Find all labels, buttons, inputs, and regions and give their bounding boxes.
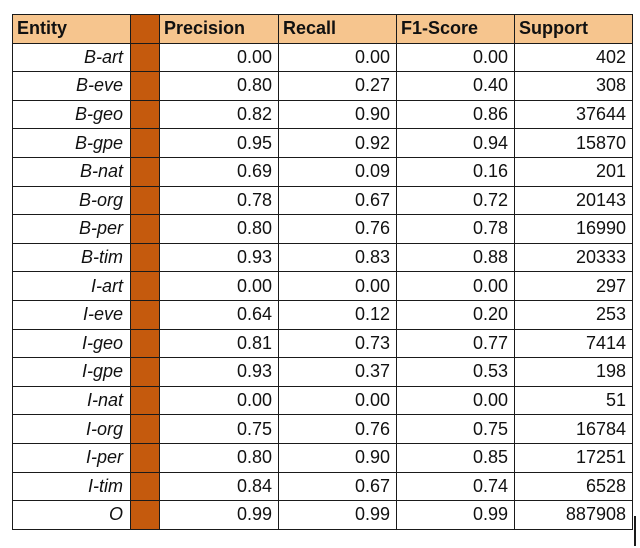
spacer-cell[interactable]	[131, 501, 160, 530]
support-cell[interactable]: 6528	[515, 472, 633, 501]
spacer-cell[interactable]	[131, 72, 160, 101]
f1-cell[interactable]: 0.85	[397, 443, 515, 472]
f1-cell[interactable]: 0.99	[397, 501, 515, 530]
spacer-cell[interactable]	[131, 386, 160, 415]
support-cell[interactable]: 15870	[515, 129, 633, 158]
f1-cell[interactable]: 0.16	[397, 157, 515, 186]
header-f1-score[interactable]: F1-Score	[397, 15, 515, 44]
table-row	[13, 415, 633, 444]
precision-cell[interactable]: 0.00	[160, 386, 279, 415]
recall-cell[interactable]: 0.00	[279, 386, 397, 415]
precision-cell[interactable]: 0.75	[160, 415, 279, 444]
entity-cell[interactable]: B-art	[13, 43, 131, 72]
precision-cell[interactable]: 0.82	[160, 100, 279, 129]
table-row	[13, 186, 633, 215]
entity-cell[interactable]: I-art	[13, 272, 131, 301]
f1-cell[interactable]: 0.00	[397, 272, 515, 301]
f1-cell[interactable]: 0.94	[397, 129, 515, 158]
f1-cell[interactable]: 0.40	[397, 72, 515, 101]
precision-cell[interactable]: 0.80	[160, 72, 279, 101]
classification-report-table	[12, 14, 633, 530]
table-row	[13, 443, 633, 472]
table-row	[13, 157, 633, 186]
entity-cell[interactable]: B-eve	[13, 72, 131, 101]
table-row	[13, 129, 633, 158]
f1-cell[interactable]: 0.75	[397, 415, 515, 444]
cell-cursor-edge	[634, 516, 636, 546]
precision-cell[interactable]: 0.64	[160, 300, 279, 329]
f1-cell[interactable]: 0.88	[397, 243, 515, 272]
table-row	[13, 215, 633, 244]
support-cell[interactable]: 20143	[515, 186, 633, 215]
support-cell[interactable]: 16784	[515, 415, 633, 444]
support-cell[interactable]: 198	[515, 358, 633, 387]
f1-cell[interactable]: 0.53	[397, 358, 515, 387]
support-cell[interactable]: 297	[515, 272, 633, 301]
table-row	[13, 300, 633, 329]
table-row	[13, 72, 633, 101]
table-row	[13, 329, 633, 358]
precision-cell[interactable]: 0.95	[160, 129, 279, 158]
support-cell[interactable]: 16990	[515, 215, 633, 244]
entity-cell[interactable]: I-eve	[13, 300, 131, 329]
spacer-cell[interactable]	[131, 272, 160, 301]
recall-cell[interactable]: 0.76	[279, 215, 397, 244]
entity-cell[interactable]: B-org	[13, 186, 131, 215]
precision-cell[interactable]: 0.69	[160, 157, 279, 186]
spacer-cell[interactable]	[131, 215, 160, 244]
recall-cell[interactable]: 0.76	[279, 415, 397, 444]
precision-cell[interactable]: 0.81	[160, 329, 279, 358]
table-row	[13, 243, 633, 272]
entity-cell[interactable]: I-per	[13, 443, 131, 472]
recall-cell[interactable]: 0.00	[279, 272, 397, 301]
f1-cell[interactable]: 0.20	[397, 300, 515, 329]
spacer-cell[interactable]	[131, 472, 160, 501]
table-body	[13, 43, 633, 529]
entity-cell[interactable]: B-nat	[13, 157, 131, 186]
support-cell[interactable]: 37644	[515, 100, 633, 129]
entity-cell[interactable]: O	[13, 501, 131, 530]
spacer-cell[interactable]	[131, 100, 160, 129]
entity-cell[interactable]: I-tim	[13, 472, 131, 501]
f1-cell[interactable]: 0.00	[397, 386, 515, 415]
entity-cell[interactable]: I-nat	[13, 386, 131, 415]
table-row	[13, 386, 633, 415]
table-row	[13, 100, 633, 129]
spacer-cell[interactable]	[131, 415, 160, 444]
recall-cell[interactable]: 0.92	[279, 129, 397, 158]
spacer-cell[interactable]	[131, 358, 160, 387]
spacer-cell[interactable]	[131, 443, 160, 472]
recall-cell[interactable]: 0.67	[279, 186, 397, 215]
header-entity[interactable]: Entity	[13, 15, 131, 44]
entity-cell[interactable]: B-gpe	[13, 129, 131, 158]
recall-cell[interactable]: 0.90	[279, 100, 397, 129]
recall-cell[interactable]: 0.27	[279, 72, 397, 101]
spacer-cell[interactable]	[131, 329, 160, 358]
entity-cell[interactable]: I-gpe	[13, 358, 131, 387]
table-row	[13, 472, 633, 501]
support-cell[interactable]: 887908	[515, 501, 633, 530]
precision-cell[interactable]: 0.80	[160, 443, 279, 472]
precision-cell[interactable]: 0.93	[160, 358, 279, 387]
support-cell[interactable]: 402	[515, 43, 633, 72]
f1-cell[interactable]: 0.86	[397, 100, 515, 129]
entity-cell[interactable]: B-per	[13, 215, 131, 244]
support-cell[interactable]: 20333	[515, 243, 633, 272]
recall-cell[interactable]: 0.73	[279, 329, 397, 358]
table-row	[13, 358, 633, 387]
header-spacer-cell[interactable]	[131, 15, 160, 44]
spacer-cell[interactable]	[131, 157, 160, 186]
header-recall[interactable]: Recall	[279, 15, 397, 44]
f1-cell[interactable]: 0.78	[397, 215, 515, 244]
header-precision[interactable]: Precision	[160, 15, 279, 44]
recall-cell[interactable]: 0.37	[279, 358, 397, 387]
spacer-cell[interactable]	[131, 300, 160, 329]
precision-cell[interactable]: 0.93	[160, 243, 279, 272]
table-row	[13, 43, 633, 72]
spacer-cell[interactable]	[131, 43, 160, 72]
table-row	[13, 501, 633, 530]
entity-cell[interactable]: I-org	[13, 415, 131, 444]
precision-cell[interactable]: 0.80	[160, 215, 279, 244]
precision-cell[interactable]: 0.00	[160, 43, 279, 72]
f1-cell[interactable]: 0.72	[397, 186, 515, 215]
precision-cell[interactable]: 0.78	[160, 186, 279, 215]
support-cell[interactable]: 201	[515, 157, 633, 186]
recall-cell[interactable]: 0.90	[279, 443, 397, 472]
recall-cell[interactable]: 0.00	[279, 43, 397, 72]
support-cell[interactable]: 308	[515, 72, 633, 101]
support-cell[interactable]: 7414	[515, 329, 633, 358]
recall-cell[interactable]: 0.12	[279, 300, 397, 329]
entity-cell[interactable]: B-tim	[13, 243, 131, 272]
table-row	[13, 272, 633, 301]
entity-cell[interactable]: B-geo	[13, 100, 131, 129]
entity-cell[interactable]: I-geo	[13, 329, 131, 358]
metrics-spreadsheet	[12, 14, 633, 530]
support-cell[interactable]: 51	[515, 386, 633, 415]
precision-cell[interactable]: 0.00	[160, 272, 279, 301]
f1-cell[interactable]: 0.74	[397, 472, 515, 501]
f1-cell[interactable]: 0.77	[397, 329, 515, 358]
spacer-cell[interactable]	[131, 186, 160, 215]
support-cell[interactable]: 253	[515, 300, 633, 329]
recall-cell[interactable]: 0.83	[279, 243, 397, 272]
precision-cell[interactable]: 0.99	[160, 501, 279, 530]
header-support[interactable]: Support	[515, 15, 633, 44]
recall-cell[interactable]: 0.67	[279, 472, 397, 501]
recall-cell[interactable]: 0.09	[279, 157, 397, 186]
spacer-cell[interactable]	[131, 129, 160, 158]
header-row	[13, 15, 633, 44]
recall-cell[interactable]: 0.99	[279, 501, 397, 530]
f1-cell[interactable]: 0.00	[397, 43, 515, 72]
support-cell[interactable]: 17251	[515, 443, 633, 472]
precision-cell[interactable]: 0.84	[160, 472, 279, 501]
spacer-cell[interactable]	[131, 243, 160, 272]
